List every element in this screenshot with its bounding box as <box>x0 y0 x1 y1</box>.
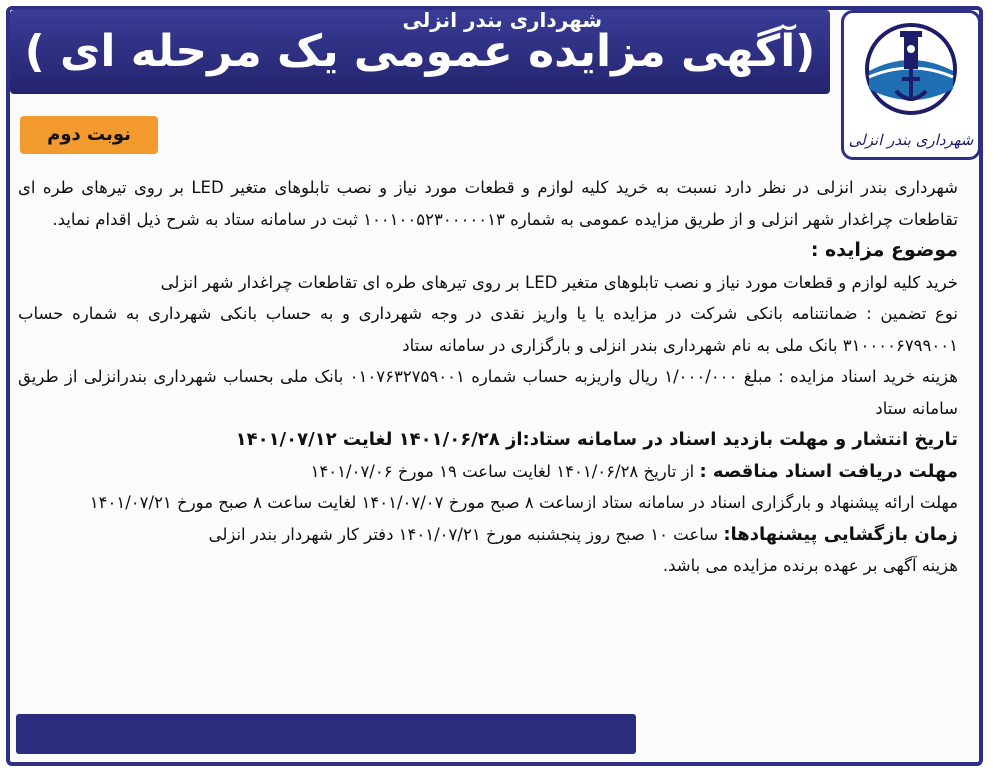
port-anchor-emblem-icon <box>844 19 978 129</box>
receive-label: مهلت دریافت اسناد مناقصه : <box>699 460 958 482</box>
round-badge: نوبت دوم <box>20 116 158 154</box>
fee-paragraph: هزینه خرید اسناد مزایده : مبلغ ۱/۰۰۰/۰۰۰ ریال واریزبه حساب شماره ۰۱۰۷۶۳۲۷۵۹۰۰۱ بانک ملی بحساب شهرداری بندرانزلی از طریق سامانه ستاد <box>18 367 958 418</box>
publish-label: تاریخ انتشار و مهلت بازدید اسناد در سامانه ستاد: <box>522 429 958 450</box>
municipality-logo <box>841 10 981 160</box>
submit-paragraph: مهلت ارائه پیشنهاد و بارگزاری اسناد در سامانه ستاد ازساعت ۸ صبح مورخ ۱۴۰۱/۰۷/۰۷ لغایت ساعت ۸ صبح مورخ ۱۴۰۱/۰۷/۲۱ <box>89 493 958 512</box>
logo-caption: شهرداری بندر انزلی <box>848 131 974 149</box>
footer-bar <box>16 714 636 754</box>
intro-paragraph: شهرداری بندر انزلی در نظر دارد نسبت به خرید کلیه لوازم و قطعات مورد نیاز و نصب تابلوهای متغیر LED بر روی تیرهای طره ای تقاطعات چراغدار شهر انزلی و از طریق مزایده عمومی به شماره ۱۰۰۱۰۰۵۲۳۰۰۰۰۰۱۳ ثبت در سامانه ستاد به شرح ذیل اقدام نماید. <box>18 178 958 229</box>
guarantee-paragraph: نوع تضمین : ضمانتنامه بانکی شرکت در مزایده یا یا واریز نقدی در وجه شهرداری و به حساب بانکی شهرداری به شماره حساب ۳۱۰۰۰۰۶۷۹۹۰۰۱ بانک ملی به نام شهرداری بندر انزلی و بارگزاری در سامانه ستاد <box>18 304 958 355</box>
cost-paragraph: هزینه آگهی بر عهده برنده مزایده می باشد. <box>662 556 958 575</box>
publish-value: از ۱۴۰۱/۰۶/۲۸ لغایت ۱۴۰۱/۰۷/۱۲ <box>235 429 523 450</box>
opening-label: زمان بازگشایی پیشنهادها: <box>723 523 958 545</box>
notice-body <box>18 172 958 582</box>
notice-title: (آگهی مزایده عمومی یک مرحله ای ) <box>24 26 816 77</box>
subject-heading: موضوع مزایده : <box>810 239 958 261</box>
receive-value: از تاریخ ۱۴۰۱/۰۶/۲۸ لغایت ساعت ۱۹ مورخ ۱۴۰۱/۰۷/۰۶ <box>310 461 695 481</box>
footer-org: شهرداری بندر انزلی <box>402 8 602 32</box>
publish-line <box>18 424 958 456</box>
opening-line <box>18 519 958 551</box>
receive-line <box>18 456 958 488</box>
subject-paragraph: خرید کلیه لوازم و قطعات مورد نیاز و نصب تابلوهای متغیر LED بر روی تیرهای طره ای تقاطعات چراغدار شهر انزلی <box>160 272 958 292</box>
opening-value: ساعت ۱۰ صبح روز پنجشنبه مورخ ۱۴۰۱/۰۷/۲۱ دفتر کار شهردار بندر انزلی <box>208 524 719 544</box>
